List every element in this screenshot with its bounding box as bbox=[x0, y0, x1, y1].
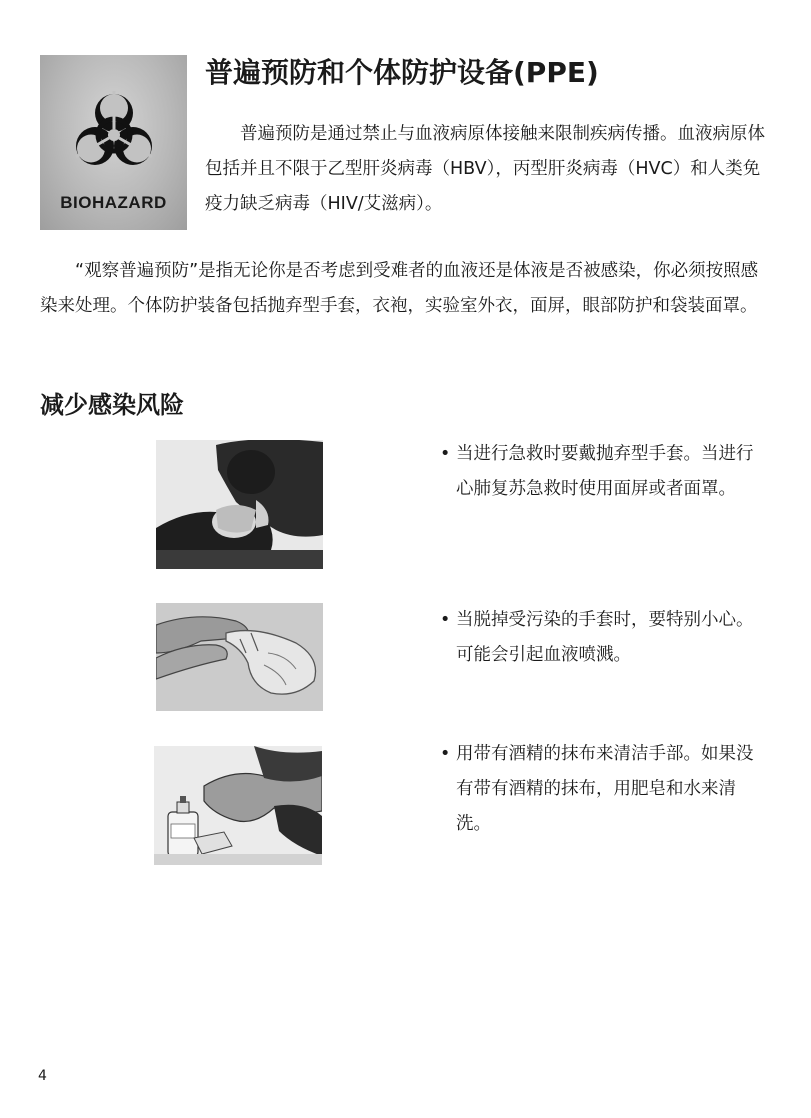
cpr-face-shield-photo bbox=[156, 440, 323, 569]
glove-removal-photo bbox=[156, 603, 323, 711]
bullet-marker: • bbox=[440, 610, 451, 630]
biohazard-icon bbox=[62, 83, 166, 187]
page-number: 4 bbox=[38, 1068, 47, 1084]
biohazard-label: BIOHAZARD bbox=[60, 193, 167, 212]
bullet-marker: • bbox=[440, 744, 451, 764]
bullet-marker: • bbox=[440, 444, 451, 464]
list-item bbox=[440, 603, 765, 673]
list-item bbox=[440, 437, 765, 507]
hand-sanitizer-photo bbox=[154, 746, 322, 865]
universal-precautions-paragraph: “观察普遍预防”是指无论你是否考虑到受难者的血液还是体液是否被感染，你必须按照感染来处理。个体防护装备包括抛弃型手套，衣袍，实验室外衣，面屏，眼部防护和袋装面罩。 bbox=[40, 261, 759, 316]
intro-paragraph: 普遍预防是通过禁止与血液病原体接触来限制疾病传播。血液病原体包括并且不限于乙型肝炎病毒（HBV），丙型肝炎病毒（HVC）和人类免疫力缺乏病毒（HIV/艾滋病）。 bbox=[205, 124, 765, 214]
section-heading: 减少感染风险 bbox=[40, 391, 184, 419]
list-item-text: 当脱掉受污染的手套时，要特别小心。可能会引起血液喷溅。 bbox=[456, 610, 754, 665]
list-item bbox=[440, 737, 765, 842]
page-title: 普遍预防和个体防护设备(PPE) bbox=[205, 56, 599, 89]
list-item-text: 当进行急救时要戴抛弃型手套。当进行心肺复苏急救时使用面屏或者面罩。 bbox=[456, 444, 754, 499]
biohazard-logo bbox=[40, 55, 187, 230]
list-item-text: 用带有酒精的抹布来清洁手部。如果没有带有酒精的抹布，用肥皂和水来清洗。 bbox=[456, 744, 754, 834]
